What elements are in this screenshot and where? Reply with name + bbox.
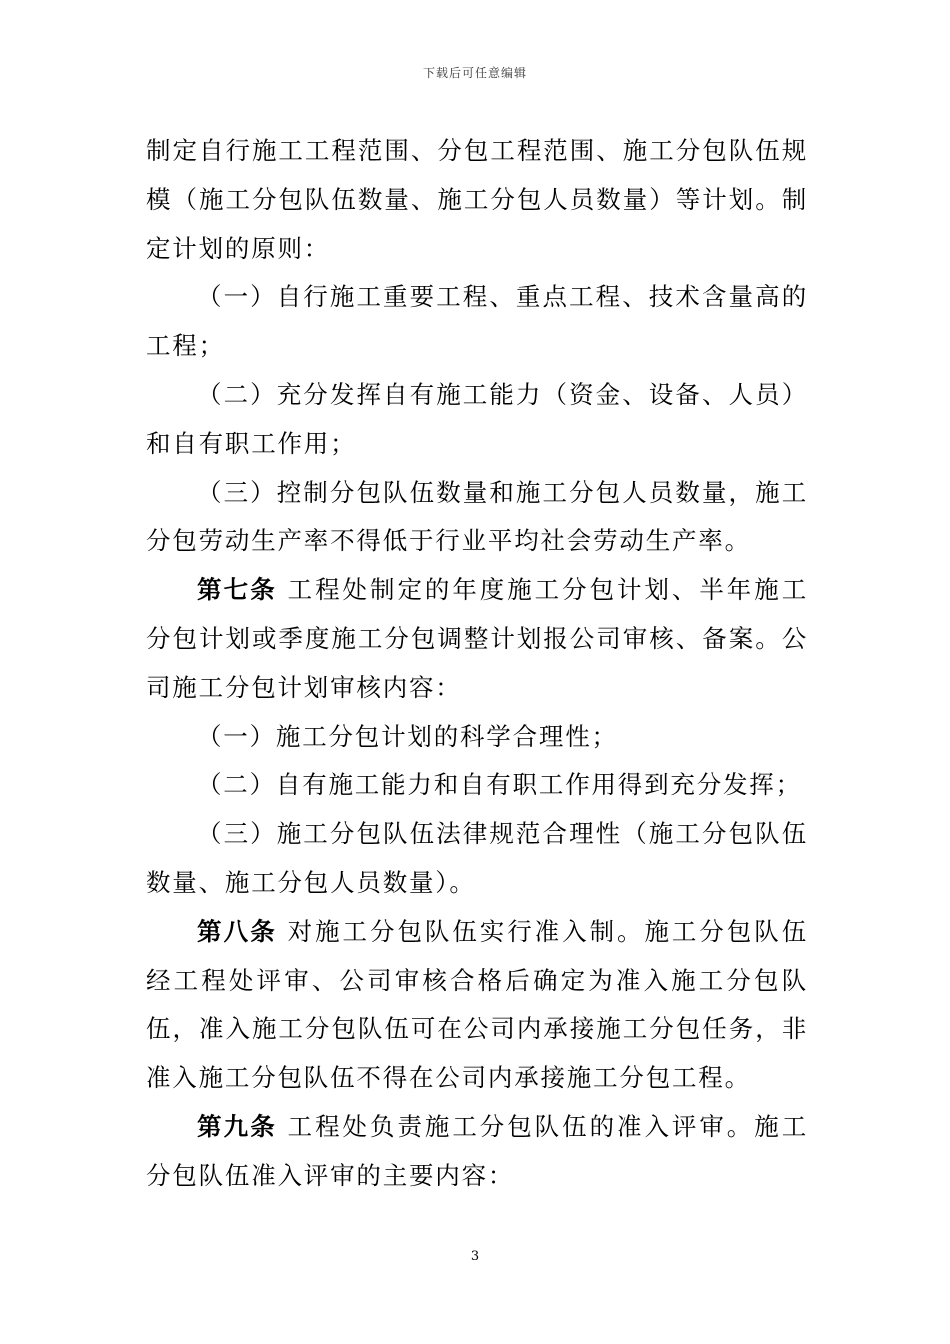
document-body	[146, 127, 808, 1201]
paragraph-principle-3	[146, 469, 808, 567]
paragraph-text: 工程处制定的年度施工分包计划、半年施工分包计划或季度施工分包调整计划报公司审核、备案。公司施工分包计划审核内容：	[146, 575, 808, 702]
paragraph-text: （三）施工分包队伍法律规范合理性（施工分包队伍数量、施工分包人员数量）。	[146, 819, 808, 897]
page-number: 3	[470, 1249, 480, 1264]
paragraph-text: 制定自行施工工程范围、分包工程范围、施工分包队伍规模（施工分包队伍数量、施工分包人员数量）等计划。制定计划的原则：	[146, 136, 808, 263]
paragraph-review-1	[146, 713, 808, 762]
paragraph-text: （二）充分发挥自有施工能力（资金、设备、人员）和自有职工作用；	[146, 379, 808, 458]
article-number: 第八条	[197, 916, 277, 946]
paragraph-review-3	[146, 810, 808, 908]
paragraph-article-9	[146, 1103, 808, 1201]
article-number: 第七条	[197, 575, 277, 605]
paragraph-text: （一）自行施工重要工程、重点工程、技术含量高的工程；	[146, 282, 808, 361]
page-header: 下载后可任意编辑	[422, 66, 527, 80]
paragraph-text: 工程处负责施工分包队伍的准入评审。施工分包队伍准入评审的主要内容：	[146, 1111, 808, 1190]
paragraph-text: （二）自有施工能力和自有职工作用得到充分发挥；	[197, 770, 802, 800]
paragraph-principle-1	[146, 273, 808, 371]
paragraph-article-8	[146, 908, 808, 1103]
paragraph-text: （一）施工分包计划的科学合理性；	[197, 721, 618, 751]
paragraph-text: （三）控制分包队伍数量和施工分包人员数量，施工分包劳动生产率不得低于行业平均社会劳动生产率。	[146, 477, 808, 556]
paragraph-principle-2	[146, 371, 808, 469]
paragraph-scope-plan	[146, 127, 808, 273]
paragraph-article-7	[146, 566, 808, 712]
paragraph-review-2	[146, 761, 808, 810]
article-number: 第九条	[197, 1111, 277, 1141]
paragraph-text: 对施工分包队伍实行准入制。施工分包队伍经工程处评审、公司审核合格后确定为准入施工分包队伍，准入施工分包队伍可在公司内承接施工分包任务，非准入施工分包队伍不得在公司内承接施工分包工程。	[146, 916, 808, 1093]
